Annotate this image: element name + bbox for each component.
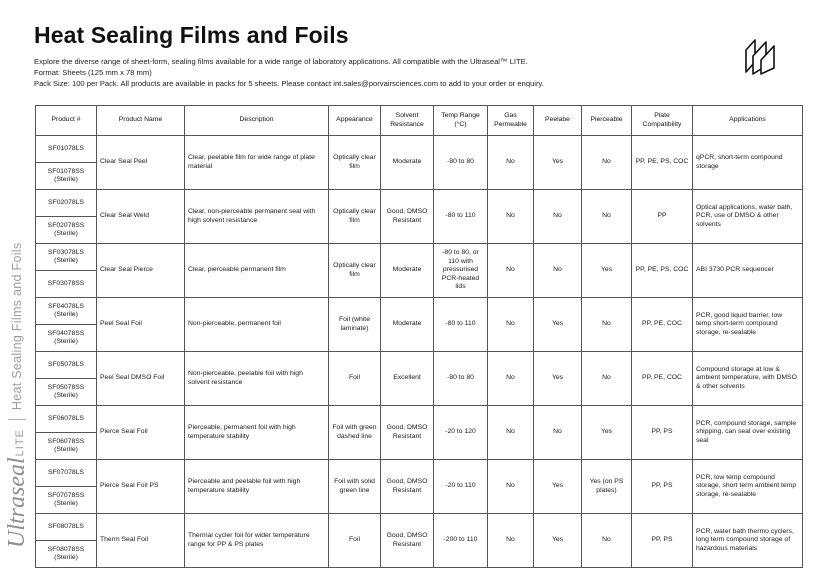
header-temp-range: Temp Range (°C) bbox=[434, 106, 488, 136]
product-number: SF07078LS bbox=[36, 460, 97, 487]
applications-cell: Optical applications, water bath, PCR, use of DMSO & other solvents bbox=[693, 190, 803, 244]
peelable-cell: Yes bbox=[534, 352, 582, 406]
pierceable-cell: Yes bbox=[582, 406, 632, 460]
product-description: Thermal cycler foil for wider temperature range for PP & PS plates bbox=[185, 514, 329, 568]
brand-divider bbox=[8, 419, 26, 420]
product-number: SF04078LS (Sterile) bbox=[36, 298, 97, 325]
product-number-sterile: SF03078SS bbox=[36, 271, 97, 298]
pierceable-cell: No bbox=[582, 190, 632, 244]
table-row bbox=[36, 136, 803, 163]
table-row bbox=[36, 406, 803, 433]
header-product-number: Product # bbox=[36, 106, 97, 136]
product-number: SF02078LS bbox=[36, 190, 97, 217]
header-appearance: Appearance bbox=[329, 106, 381, 136]
pierceable-cell: Yes bbox=[582, 244, 632, 298]
page-title: Heat Sealing Films and Foils bbox=[34, 22, 349, 48]
header-description: Description bbox=[185, 106, 329, 136]
appearance-cell: Foil with green dashed line bbox=[329, 406, 381, 460]
appearance-cell: Foil (white laminate) bbox=[329, 298, 381, 352]
brand-name: Ultraseal bbox=[3, 457, 30, 548]
appearance-cell: Foil with solid green line bbox=[329, 460, 381, 514]
table-row bbox=[36, 298, 803, 325]
brand-suffix: LITE bbox=[14, 429, 26, 457]
product-number-sterile: SF07078SS (Sterile) bbox=[36, 487, 97, 514]
applications-cell: PCR, compound storage, sample shipping, can seal over existing seal bbox=[693, 406, 803, 460]
product-number-sterile: SF05078SS (Sterile) bbox=[36, 379, 97, 406]
applications-cell: ABI 3730 PCR sequencer bbox=[693, 244, 803, 298]
product-name: Clear Seal Pierce bbox=[97, 244, 185, 298]
peelable-cell: No bbox=[534, 406, 582, 460]
pierceable-cell: Yes (on PS plates) bbox=[582, 460, 632, 514]
gas-cell: No bbox=[488, 244, 534, 298]
product-name: Clear Seal Weld bbox=[97, 190, 185, 244]
header-applications: Applications bbox=[693, 106, 803, 136]
temp-cell: -80 to 80, or 110 with pressurised PCR-heated lids bbox=[434, 244, 488, 298]
product-name: Peel Seal Foil bbox=[97, 298, 185, 352]
product-description: Clear, non-pierceable permanent seal with high solvent resistance bbox=[185, 190, 329, 244]
solvent-cell: Good, DMSO Resistant bbox=[381, 460, 434, 514]
plates-cell: PP, PE, PS, COC bbox=[632, 136, 693, 190]
temp-cell: -20 to 110 bbox=[434, 460, 488, 514]
temp-cell: -80 to 110 bbox=[434, 190, 488, 244]
product-description: Pierceable, permanent foil with high temperature stability bbox=[185, 406, 329, 460]
format-line: Format: Sheets (125 mm x 78 mm) bbox=[34, 68, 152, 77]
applications-cell: PCR, low temp compound storage, short term ambient temp storage, re-sealable bbox=[693, 460, 803, 514]
product-number: SF06078LS bbox=[36, 406, 97, 433]
brand-subtitle: Heat Sealing Films and Foils bbox=[10, 242, 24, 411]
peelable-cell: No bbox=[534, 190, 582, 244]
gas-cell: No bbox=[488, 514, 534, 568]
product-number-sterile: SF04078SS (Sterile) bbox=[36, 325, 97, 352]
peelable-cell: No bbox=[534, 244, 582, 298]
product-description: Clear, pierceable permanent film bbox=[185, 244, 329, 298]
table-row bbox=[36, 514, 803, 541]
product-name: Pierce Seal Foil PS bbox=[97, 460, 185, 514]
product-name: Pierce Seal Foil bbox=[97, 406, 185, 460]
stacked-sheets-icon bbox=[742, 36, 778, 76]
plates-cell: PP, PE, COC bbox=[632, 352, 693, 406]
product-number-sterile: SF08078SS (Sterile) bbox=[36, 541, 97, 568]
solvent-cell: Moderate bbox=[381, 136, 434, 190]
solvent-cell: Good, DMSO Resistant bbox=[381, 190, 434, 244]
solvent-cell: Good, DMSO Resistant bbox=[381, 514, 434, 568]
plates-cell: PP, PS bbox=[632, 460, 693, 514]
gas-cell: No bbox=[488, 406, 534, 460]
product-number-sterile: SF02078SS (Sterile) bbox=[36, 217, 97, 244]
solvent-cell: Excellent bbox=[381, 352, 434, 406]
gas-cell: No bbox=[488, 298, 534, 352]
header-plate-compatibility: Plate Compatibility bbox=[632, 106, 693, 136]
appearance-cell: Optically clear film bbox=[329, 244, 381, 298]
products-table bbox=[35, 105, 803, 568]
appearance-cell: Optically clear film bbox=[329, 136, 381, 190]
temp-cell: -200 to 110 bbox=[434, 514, 488, 568]
header-peelable: Peelabe bbox=[534, 106, 582, 136]
product-description: Non-pierceable, permanent foil bbox=[185, 298, 329, 352]
appearance-cell: Optically clear film bbox=[329, 190, 381, 244]
gas-cell: No bbox=[488, 190, 534, 244]
gas-cell: No bbox=[488, 136, 534, 190]
sidebar-brand bbox=[4, 148, 30, 548]
product-number: SF01078LS bbox=[36, 136, 97, 163]
header-solvent-resistance: Solvent Resistance bbox=[381, 106, 434, 136]
intro-text bbox=[34, 56, 734, 89]
header-product-name: Product Name bbox=[97, 106, 185, 136]
solvent-cell: Moderate bbox=[381, 244, 434, 298]
temp-cell: -80 to 80 bbox=[434, 136, 488, 190]
table-row bbox=[36, 352, 803, 379]
plates-cell: PP bbox=[632, 190, 693, 244]
product-name: Peel Seal DMSO Foil bbox=[97, 352, 185, 406]
pierceable-cell: No bbox=[582, 298, 632, 352]
pack-size-line: Pack Size: 100 per Pack. All products are available in packs for 5 sheets. Please contact int.sales@porvairsciences.com to add to your order or enquiry. bbox=[34, 79, 544, 88]
product-number: SF05078LS bbox=[36, 352, 97, 379]
product-number: SF08078LS bbox=[36, 514, 97, 541]
table-row bbox=[36, 460, 803, 487]
pierceable-cell: No bbox=[582, 514, 632, 568]
appearance-cell: Foil bbox=[329, 352, 381, 406]
pierceable-cell: No bbox=[582, 352, 632, 406]
product-description: Clear, peelable film for wide range of plate material bbox=[185, 136, 329, 190]
table-row bbox=[36, 244, 803, 271]
applications-cell: Compound storage at low & ambient temperature, with DMSO & other solvents bbox=[693, 352, 803, 406]
appearance-cell: Foil bbox=[329, 514, 381, 568]
applications-cell: PCR, good liquid barrier, low temp short-term compound storage, re-sealable bbox=[693, 298, 803, 352]
intro-line: Explore the diverse range of sheet-form, sealing films available for a wide range of laboratory applications. All compatible with the Ultraseal™ LITE. bbox=[34, 57, 528, 66]
plates-cell: PP, PS bbox=[632, 514, 693, 568]
temp-cell: -80 to 80 bbox=[434, 352, 488, 406]
table-row bbox=[36, 190, 803, 217]
gas-cell: No bbox=[488, 352, 534, 406]
peelable-cell: Yes bbox=[534, 460, 582, 514]
product-name: Therm Seal Foil bbox=[97, 514, 185, 568]
applications-cell: PCR, water bath thermo cyclers, long term compound storage of hazardous materials bbox=[693, 514, 803, 568]
peelable-cell: Yes bbox=[534, 514, 582, 568]
header-row bbox=[36, 106, 803, 136]
peelable-cell: Yes bbox=[534, 298, 582, 352]
solvent-cell: Moderate bbox=[381, 298, 434, 352]
temp-cell: -80 to 110 bbox=[434, 298, 488, 352]
product-number-sterile: SF01078SS (Sterile) bbox=[36, 163, 97, 190]
solvent-cell: Good, DMSO Resistant bbox=[381, 406, 434, 460]
temp-cell: -20 to 120 bbox=[434, 406, 488, 460]
product-description: Non-pierceable, peelable foil with high solvent resistance bbox=[185, 352, 329, 406]
product-number-sterile: SF06078SS (Sterile) bbox=[36, 433, 97, 460]
gas-cell: No bbox=[488, 460, 534, 514]
product-name: Clear Seal Peel bbox=[97, 136, 185, 190]
product-number: SF03078LS (Sterile) bbox=[36, 244, 97, 271]
peelable-cell: Yes bbox=[534, 136, 582, 190]
header-pierceable: Pierceable bbox=[582, 106, 632, 136]
product-description: Pierceable and peelable foil with high temperature stability bbox=[185, 460, 329, 514]
plates-cell: PP, PE, PS, COC bbox=[632, 244, 693, 298]
header-gas-permeable: Gas Permeable bbox=[488, 106, 534, 136]
plates-cell: PP, PE, COC bbox=[632, 298, 693, 352]
applications-cell: qPCR, short-term compound storage bbox=[693, 136, 803, 190]
pierceable-cell: No bbox=[582, 136, 632, 190]
plates-cell: PP, PS bbox=[632, 406, 693, 460]
